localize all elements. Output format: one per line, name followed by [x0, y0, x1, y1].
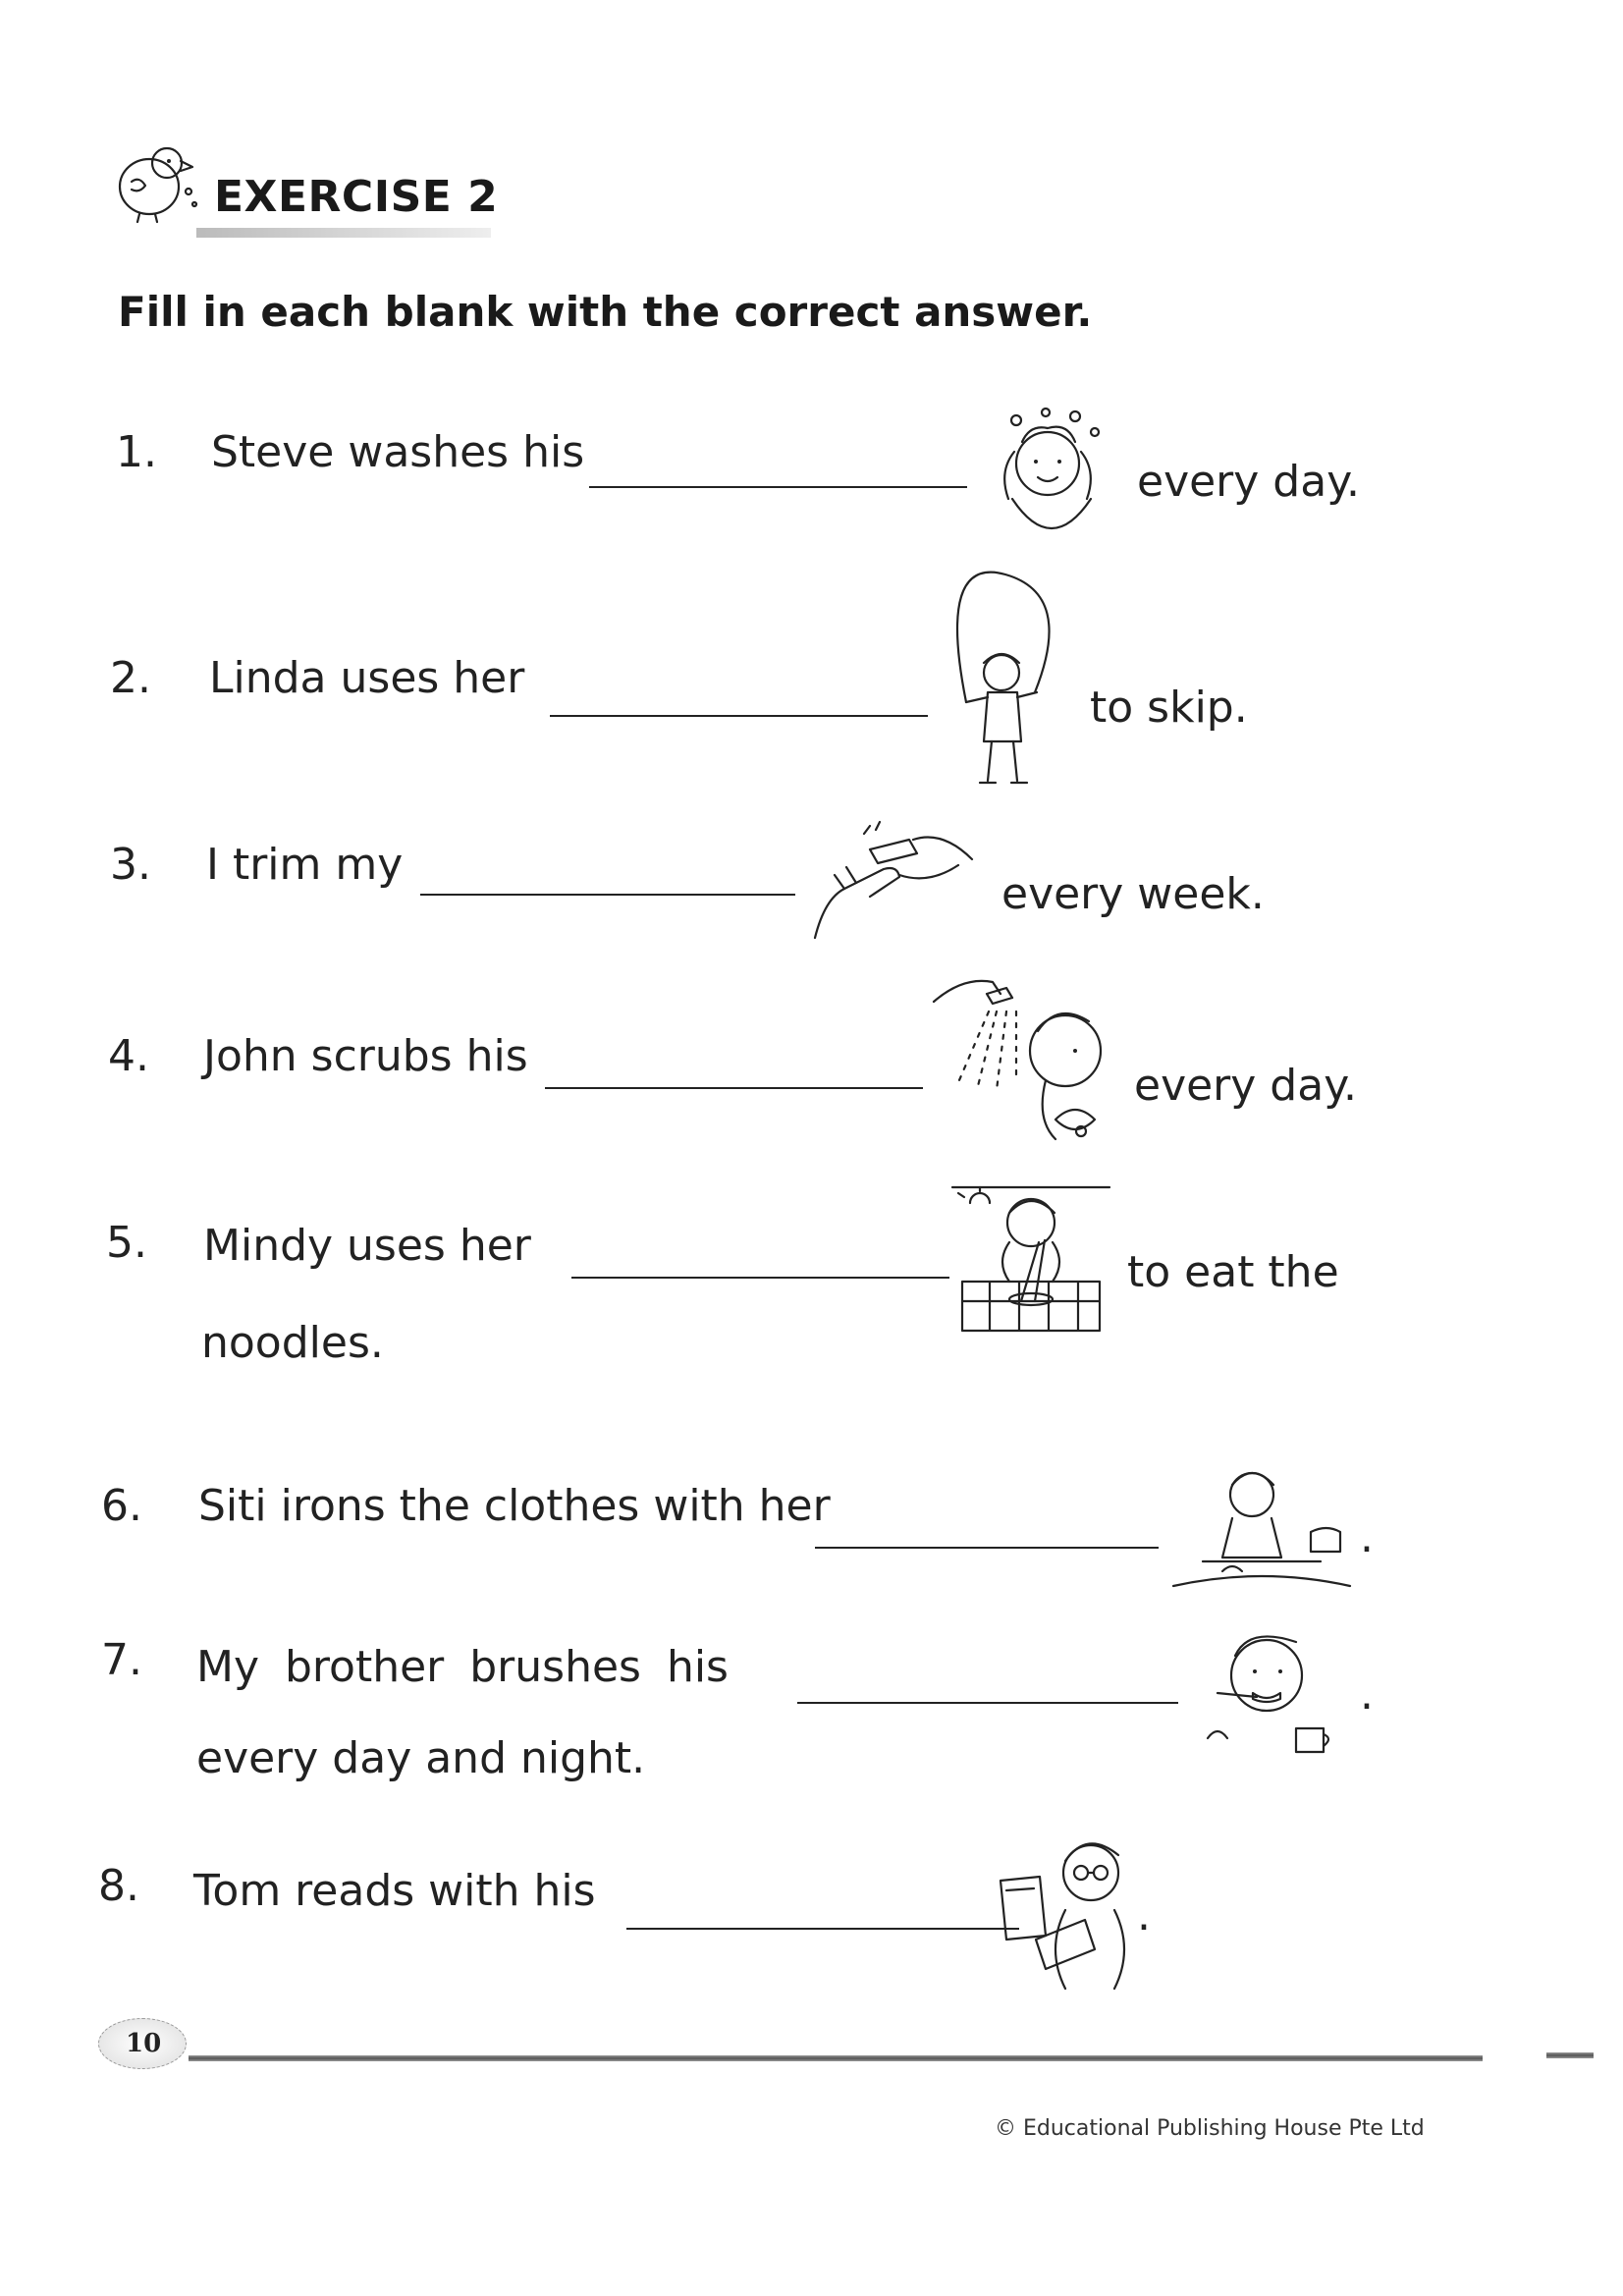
answer-blank-4[interactable]: [545, 1087, 923, 1089]
question-after: .: [1360, 1512, 1374, 1562]
question-after: every week.: [1001, 869, 1265, 919]
answer-blank-1[interactable]: [589, 486, 967, 488]
question-number: 2.: [110, 653, 151, 703]
question-line2: every day and night.: [196, 1733, 646, 1783]
question-number: 6.: [101, 1481, 142, 1531]
instruction: Fill in each blank with the correct answer.: [118, 288, 1093, 336]
shower-icon: [928, 972, 1129, 1149]
question-after: to skip.: [1090, 683, 1248, 733]
question-text: Tom reads with his: [193, 1866, 596, 1916]
hair-wash-icon: [977, 403, 1124, 540]
question-after: every day.: [1134, 1061, 1357, 1111]
question-text: Siti irons the clothes with her: [198, 1481, 831, 1531]
question-text: Mindy uses her: [203, 1221, 531, 1271]
footer-rule: [189, 2055, 1483, 2061]
skipping-rope-icon: [933, 565, 1080, 800]
question-text: My brother brushes his: [196, 1642, 729, 1692]
question-number: 3.: [110, 840, 151, 890]
question-text: John scrubs his: [203, 1031, 528, 1081]
question-after: .: [1360, 1669, 1374, 1720]
question-after: to eat the: [1127, 1247, 1339, 1297]
question-number: 8.: [98, 1861, 139, 1911]
title-underline: [196, 228, 491, 238]
question-number: 4.: [108, 1031, 149, 1081]
chopsticks-icon: [950, 1183, 1112, 1336]
toothbrush-icon: [1188, 1620, 1365, 1758]
exercise-title: EXERCISE 2: [214, 172, 499, 222]
copyright: © Educational Publishing House Pte Ltd: [995, 2116, 1425, 2141]
iron-icon: [1163, 1463, 1360, 1596]
page-number: 10: [126, 2029, 162, 2058]
answer-blank-7[interactable]: [797, 1702, 1178, 1704]
question-text: I trim my: [206, 840, 404, 890]
answer-blank-5[interactable]: [571, 1277, 949, 1279]
question-after: .: [1137, 1890, 1151, 1941]
footer-rule-edge: [1546, 2052, 1594, 2058]
question-text: Linda uses her: [209, 653, 525, 703]
question-number: 5.: [106, 1218, 147, 1268]
question-number: 7.: [101, 1635, 142, 1685]
question-line2: noodles.: [201, 1318, 384, 1368]
answer-blank-2[interactable]: [550, 715, 928, 717]
question-after: every day.: [1137, 457, 1360, 507]
answer-blank-6[interactable]: [815, 1547, 1159, 1549]
nail-trim-icon: [805, 820, 982, 948]
answer-blank-3[interactable]: [420, 894, 795, 896]
question-text: Steve washes his: [211, 427, 585, 477]
bird-icon: [110, 137, 200, 226]
answer-blank-8[interactable]: [626, 1928, 1019, 1930]
question-number: 1.: [116, 427, 157, 477]
glasses-reading-icon: [997, 1831, 1154, 1994]
